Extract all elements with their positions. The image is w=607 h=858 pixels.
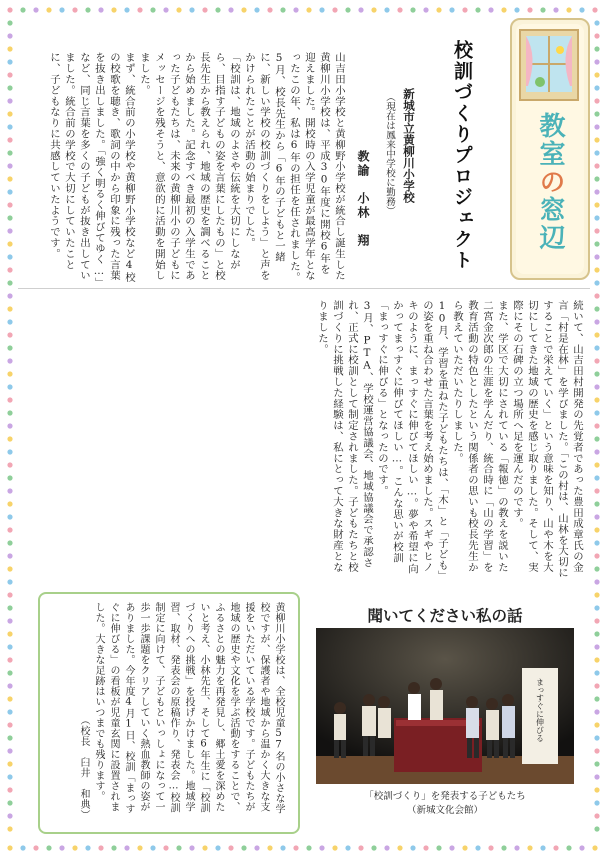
border-dot — [7, 657, 12, 662]
border-dot — [594, 579, 599, 584]
border-dot — [59, 845, 64, 850]
border-dot — [7, 410, 12, 415]
border-dot — [7, 397, 12, 402]
border-dot — [594, 618, 599, 623]
border-dot — [594, 72, 599, 77]
border-dot — [423, 7, 428, 12]
border-dot — [449, 7, 454, 12]
principal-comment-box — [38, 592, 300, 834]
border-dot — [7, 670, 12, 675]
border-dot — [176, 7, 181, 12]
border-dot — [594, 46, 599, 51]
border-dot — [7, 813, 12, 818]
border-dot — [228, 7, 233, 12]
border-dot — [594, 748, 599, 753]
border-dot — [215, 7, 220, 12]
border-dot — [7, 306, 12, 311]
border-dot — [7, 7, 12, 12]
border-dot — [594, 605, 599, 610]
border-dot — [371, 7, 376, 12]
border-dot — [579, 845, 584, 850]
border-dot — [566, 7, 571, 12]
border-dot — [33, 845, 38, 850]
border-dot — [594, 267, 599, 272]
border-dot — [594, 85, 599, 90]
border-dot — [7, 826, 12, 831]
border-dot — [594, 371, 599, 376]
series-title-part2: 窓辺 — [535, 196, 565, 252]
border-dot — [85, 7, 90, 12]
stage-scene-image — [316, 628, 574, 784]
border-dot — [7, 735, 12, 740]
border-dot — [202, 845, 207, 850]
border-dot — [594, 319, 599, 324]
border-dot — [85, 845, 90, 850]
window-icon — [518, 26, 580, 104]
border-dot — [306, 845, 311, 850]
border-dot — [594, 410, 599, 415]
border-dot — [280, 845, 285, 850]
border-dot — [501, 845, 506, 850]
border-dot — [7, 371, 12, 376]
border-dot — [7, 722, 12, 727]
border-dot — [594, 202, 599, 207]
border-dot — [594, 280, 599, 285]
border-dot — [358, 845, 363, 850]
border-dot — [189, 7, 194, 12]
border-dot — [594, 189, 599, 194]
author-line — [352, 150, 374, 278]
border-dot — [111, 7, 116, 12]
border-dot — [594, 215, 599, 220]
border-dot — [501, 7, 506, 12]
border-dot — [384, 7, 389, 12]
border-dot — [594, 488, 599, 493]
border-dot — [345, 7, 350, 12]
border-dot — [319, 7, 324, 12]
border-dot — [293, 845, 298, 850]
border-dot — [7, 423, 12, 428]
border-dot — [594, 449, 599, 454]
border-dot — [7, 631, 12, 636]
author-role: 教諭 — [356, 150, 370, 178]
border-dot — [306, 7, 311, 12]
section-divider — [18, 288, 590, 289]
series-title — [526, 112, 574, 282]
principal-signature: （校長 臼井 和典） — [78, 715, 89, 820]
series-title-particle: の — [535, 168, 565, 196]
border-dot — [553, 7, 558, 12]
paragraph-6: 10月、学習を重ねた子どもたちは、「木」と「子ども」の姿を重ね合わせた言葉を考え始めました。スギやヒノキのように、まっすぐに伸びてほしい…。夢や希望に向かってまっすぐに伸びてほしい…。こんな思いが校訓「まっすぐに伸びる」となったのです。 — [376, 300, 448, 577]
border-dot — [33, 7, 38, 12]
border-dot — [7, 566, 12, 571]
border-dot — [176, 845, 181, 850]
border-dot — [594, 670, 599, 675]
principal-comment-text — [50, 602, 286, 820]
border-dot — [202, 7, 207, 12]
border-dot — [594, 527, 599, 532]
border-dot — [594, 826, 599, 831]
border-dot — [594, 228, 599, 233]
border-dot — [594, 332, 599, 337]
paragraph-5: また、学区で大切にされている「報徳」の教えを説いた二宮金次郎の生涯を学んだり、統合時に「山の学習」を教育活動の特色としたという関係者の思いも校長先生から教えていただいたりしました。 — [451, 300, 508, 573]
border-dot — [423, 845, 428, 850]
border-dot — [7, 345, 12, 350]
border-dot — [7, 59, 12, 64]
border-dot — [594, 423, 599, 428]
border-dot — [594, 124, 599, 129]
border-dot — [7, 845, 12, 850]
border-dot — [254, 845, 259, 850]
border-dot — [594, 813, 599, 818]
article-title: 校訓づくりプロジェクト — [451, 40, 473, 271]
border-dot — [72, 845, 77, 850]
border-dot — [241, 7, 246, 12]
border-dot — [7, 163, 12, 168]
border-dot — [7, 46, 12, 51]
photo-caption — [316, 790, 574, 818]
border-dot — [267, 7, 272, 12]
border-dot — [7, 800, 12, 805]
border-dot — [7, 475, 12, 480]
border-dot — [7, 618, 12, 623]
border-dot — [594, 735, 599, 740]
border-dot — [594, 774, 599, 779]
border-dot — [7, 436, 12, 441]
border-dot — [7, 267, 12, 272]
border-dot — [150, 845, 155, 850]
body-column-upper-right — [34, 52, 346, 284]
border-dot — [594, 761, 599, 766]
border-dot — [594, 683, 599, 688]
border-dot — [215, 845, 220, 850]
border-dot — [436, 845, 441, 850]
border-dot — [488, 845, 493, 850]
border-dot — [527, 7, 532, 12]
border-dot — [449, 845, 454, 850]
border-dot — [7, 761, 12, 766]
border-dot — [293, 7, 298, 12]
border-dot — [7, 384, 12, 389]
border-dot — [553, 845, 558, 850]
border-dot — [7, 111, 12, 116]
border-dot — [488, 7, 493, 12]
border-dot — [7, 358, 12, 363]
border-dot — [594, 59, 599, 64]
border-dot — [371, 845, 376, 850]
border-dot — [7, 202, 12, 207]
border-dot — [267, 845, 272, 850]
border-dot — [345, 845, 350, 850]
border-dot — [7, 241, 12, 246]
presentation-photo — [316, 628, 574, 784]
border-dot — [514, 7, 519, 12]
photo-caption-line1: 「校訓づくり」を発表する子どもたち — [364, 791, 526, 802]
border-dot — [7, 553, 12, 558]
border-dot — [163, 7, 168, 12]
border-dot — [189, 845, 194, 850]
border-dot — [254, 7, 259, 12]
border-dot — [7, 501, 12, 506]
border-dot — [228, 845, 233, 850]
border-dot — [594, 163, 599, 168]
border-dot — [540, 7, 545, 12]
border-dot — [163, 845, 168, 850]
border-dot — [7, 254, 12, 259]
border-dot — [410, 845, 415, 850]
border-dot — [594, 98, 599, 103]
border-dot — [7, 787, 12, 792]
border-dot — [566, 845, 571, 850]
border-dot — [137, 7, 142, 12]
border-dot — [7, 332, 12, 337]
border-dot — [594, 462, 599, 467]
border-dot — [7, 605, 12, 610]
border-dot — [594, 111, 599, 116]
border-dot — [592, 7, 597, 12]
border-dot — [594, 787, 599, 792]
border-dot — [7, 150, 12, 155]
border-dot — [332, 7, 337, 12]
border-dot — [594, 254, 599, 259]
border-dot — [7, 579, 12, 584]
border-dot — [594, 800, 599, 805]
border-dot — [594, 397, 599, 402]
border-dot — [594, 241, 599, 246]
border-dot — [594, 514, 599, 519]
border-dot — [46, 845, 51, 850]
border-dot — [436, 7, 441, 12]
border-dot — [594, 137, 599, 142]
border-dot — [594, 150, 599, 155]
border-dot — [20, 845, 25, 850]
border-dot — [7, 176, 12, 181]
border-dot — [7, 709, 12, 714]
border-dot — [7, 215, 12, 220]
photo-section-title: 聞いてください私の話 — [367, 607, 523, 625]
border-dot — [280, 7, 285, 12]
border-dot — [594, 436, 599, 441]
border-dot — [7, 527, 12, 532]
author-name: 小林 翔 — [356, 192, 370, 248]
motto-banner-text: まっすぐに伸びる — [535, 678, 545, 742]
border-dot — [475, 7, 480, 12]
border-dot — [594, 644, 599, 649]
border-dot — [462, 845, 467, 850]
border-dot — [137, 845, 142, 850]
border-dot — [594, 306, 599, 311]
photo-caption-line2: （新城文化会館） — [406, 805, 483, 816]
border-dot — [594, 566, 599, 571]
border-dot — [7, 98, 12, 103]
border-dot — [594, 20, 599, 25]
border-dot — [594, 657, 599, 662]
border-dot — [7, 592, 12, 597]
principal-comment: 黄柳川小学校は、全校児童57名の小さな学校ですが、保護者や地域から温かく大きな支援をいただいている学校です。子どもたちが地域の歴史や文化を学ぶ活動をすることで、ふるさとの魅力を再発見し、郷土愛を深めたいと考え、小林先生、そして6年生に「校訓づくりへの挑戦」を投げかけました。地域学習、取材、発表会の原稿作り、発表会…校訓制定に向けて、子どもといっしょになって一歩一歩課題をクリアしていく熱血教師の姿がありました。今年度4月1日、校訓「まっすぐに伸びる」の看板が児童玄関に設置されました。大きな足跡はいつまでも残ります。 — [93, 602, 284, 814]
border-dot — [594, 345, 599, 350]
border-dot — [7, 20, 12, 25]
border-dot — [7, 124, 12, 129]
border-dot — [20, 7, 25, 12]
border-dot — [514, 845, 519, 850]
border-dot — [7, 280, 12, 285]
border-dot — [332, 845, 337, 850]
school-note: （現在は鳳来中学校に勤務） — [384, 92, 395, 216]
border-dot — [594, 553, 599, 558]
border-dot — [7, 72, 12, 77]
border-dot — [59, 7, 64, 12]
border-dot — [7, 293, 12, 298]
border-dot — [594, 475, 599, 480]
border-dot — [410, 7, 415, 12]
border-dot — [7, 748, 12, 753]
border-dot — [594, 501, 599, 506]
border-dot — [98, 7, 103, 12]
border-dot — [594, 592, 599, 597]
border-dot — [594, 709, 599, 714]
border-dot — [7, 514, 12, 519]
paragraph-3: まず、統合前の小学校や黄柳野小学校など4校の校歌を聴き、歌詞の中から印象に残った言葉を抜き出しました。「強く明るく伸びてゆく…」など、同じ言葉を多くの子どもが抜き出していました。統合前の学校で大切にしていたことに、子どもなりに共感していたようです。 — [48, 52, 135, 283]
border-dot — [7, 774, 12, 779]
border-dot — [384, 845, 389, 850]
border-dot — [540, 845, 545, 850]
paragraph-2: 「校訓は、地域のよさや伝統を大切にしながら、目指す子どもの姿を言葉にしたもの」と校長先生から教えられ、地域の歴史を調べることから始めました。記念すべき最初の入学生であった子どもたちは、未来の黄柳川小の子どもにメッセージを残そうと、意欲的に活動を開始しました。 — [138, 52, 240, 281]
border-dot — [462, 7, 467, 12]
border-dot — [72, 7, 77, 12]
border-dot — [124, 845, 129, 850]
border-dot — [7, 540, 12, 545]
border-dot — [475, 845, 480, 850]
border-dot — [7, 683, 12, 688]
paragraph-1: 山吉田小学校と黄柳野小学校が統合し誕生した黄柳川小学校は、平成30年度に開校6年を迎えました。開校時の入学児童が最高学年となったこの年、私は6年の担任を任されました。5月、校長先生から「6年の子どもと一緒に、新しい学校の校訓づくりをしよう」と声をかけられたことが活動の始まりでした。 — [243, 52, 345, 283]
paragraph-4: 続いて、山吉田村開発の先覚者であった豊田成章氏の金言「村是在林」を学びました。「この村は、山林を大切にすることで栄えていく」という意味を知り、山や木を大切にしてきた地域の歴史を感じ取りました。そして、実際にその石碑の立つ場所へ足を運んだのです。 — [511, 300, 583, 579]
border-dot — [7, 488, 12, 493]
border-dot — [111, 845, 116, 850]
series-header-card — [510, 18, 590, 280]
border-dot — [7, 696, 12, 701]
border-dot — [579, 7, 584, 12]
border-dot — [319, 845, 324, 850]
border-dot — [7, 462, 12, 467]
border-dot — [594, 358, 599, 363]
body-column-lower — [66, 300, 584, 580]
border-dot — [594, 540, 599, 545]
border-dot — [7, 644, 12, 649]
border-dot — [358, 7, 363, 12]
school-name: 新城市立黄柳川小学校 — [402, 88, 416, 203]
border-dot — [124, 7, 129, 12]
series-title-part1: 教室 — [535, 112, 565, 168]
border-dot — [397, 7, 402, 12]
border-dot — [241, 845, 246, 850]
border-dot — [594, 384, 599, 389]
border-dot — [594, 33, 599, 38]
border-dot — [594, 176, 599, 181]
border-dot — [594, 722, 599, 727]
border-dot — [150, 7, 155, 12]
border-dot — [98, 845, 103, 850]
border-dot — [594, 631, 599, 636]
border-dot — [527, 845, 532, 850]
border-dot — [592, 845, 597, 850]
border-dot — [7, 85, 12, 90]
border-dot — [7, 319, 12, 324]
border-dot — [594, 293, 599, 298]
border-dot — [7, 228, 12, 233]
border-dot — [397, 845, 402, 850]
border-dot — [7, 449, 12, 454]
paragraph-7: 3月、PTA、学校運営協議会、地域協議会で承認され、正式に校訓として制定されました。子どもたちと校訓づくりに挑戦した経験は、私にとって大きな財産となりました。 — [316, 300, 373, 573]
border-dot — [594, 696, 599, 701]
border-dot — [7, 33, 12, 38]
border-dot — [46, 7, 51, 12]
border-dot — [7, 137, 12, 142]
border-dot — [7, 189, 12, 194]
